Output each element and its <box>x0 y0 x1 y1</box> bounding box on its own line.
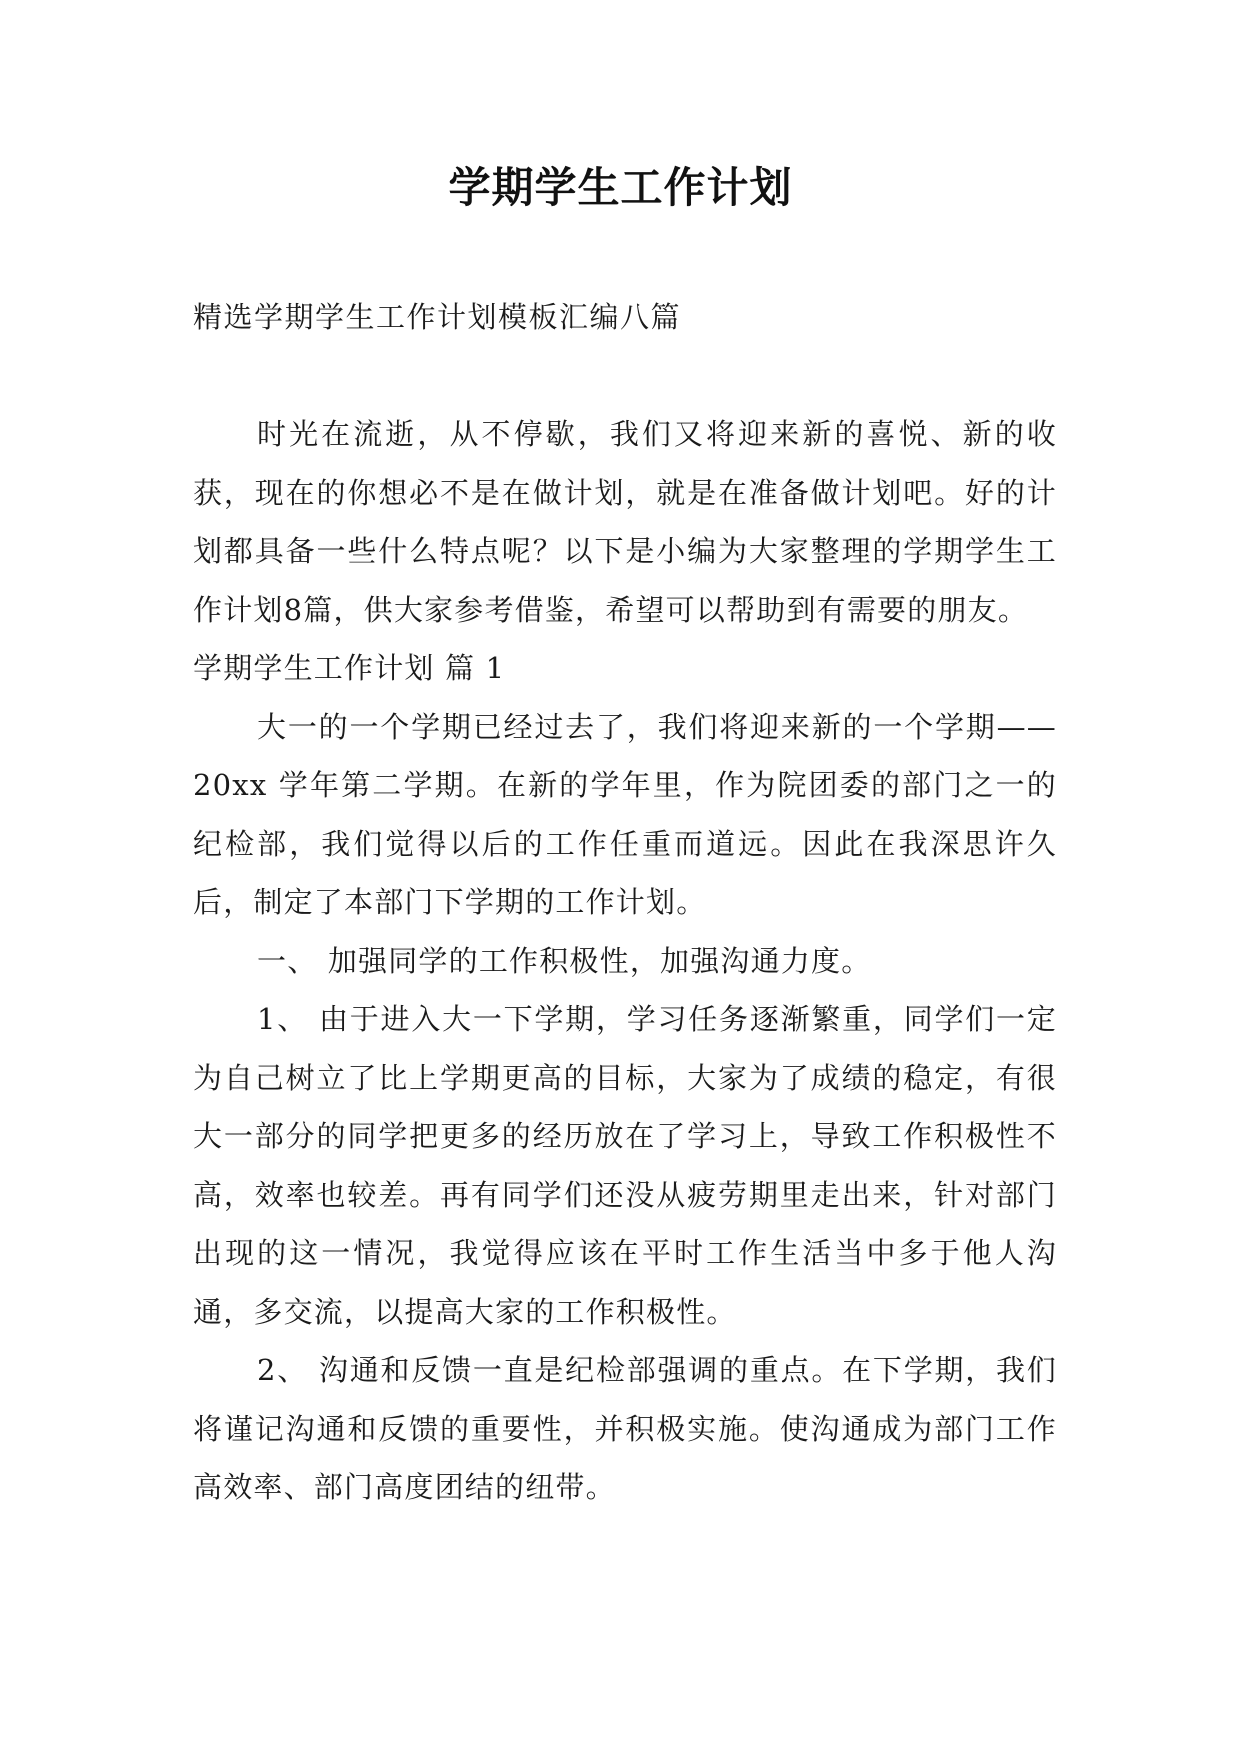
intro-paragraph: 时光在流逝，从不停歇，我们又将迎来新的喜悦、新的收获，现在的你想必不是在做计划，就是在准备做计划吧。好的计划都具备一些什么特点呢？以下是小编为大家整理的学期学生工作计划8篇，供大家参考借鉴，希望可以帮助到有需要的朋友。 <box>193 417 1057 627</box>
point-1-paragraph: 1、 由于进入大一下学期，学习任务逐渐繁重，同学们一定为自己树立了比上学期更高的目标，大家为了成绩的稳定，有很大一部分的同学把更多的经历放在了学习上，导致工作积极性不高，效率也较差。再有同学们还没从疲劳期里走出来，针对部门出现的这一情况，我觉得应该在平时工作生活当中多于他人沟通，多交流，以提高大家的工作积极性。 <box>193 1002 1057 1329</box>
document-title: 学期学生工作计划 <box>448 163 793 212</box>
paragraph-1: 大一的一个学期已经过去了，我们将迎来新的一个学期——20xx 学年第二学期。在新的学年里，作为院团委的部门之一的纪检部，我们觉得以后的工作任重而道远。因此在我深思许久后，制定了本部门下学期的工作计划。 <box>193 709 1057 919</box>
section-heading: 学期学生工作计划 篇 1 <box>193 651 506 685</box>
document-subtitle: 精选学期学生工作计划模板汇编八篇 <box>193 300 682 334</box>
point-2-paragraph: 2、 沟通和反馈一直是纪检部强调的重点。在下学期，我们将谨记沟通和反馈的重要性，并积极实施。使沟通成为部门工作高效率、部门高度团结的纽带。 <box>193 1353 1057 1504</box>
point-heading: 一、 加强同学的工作积极性，加强沟通力度。 <box>257 943 872 978</box>
document-body <box>193 405 1057 1517</box>
